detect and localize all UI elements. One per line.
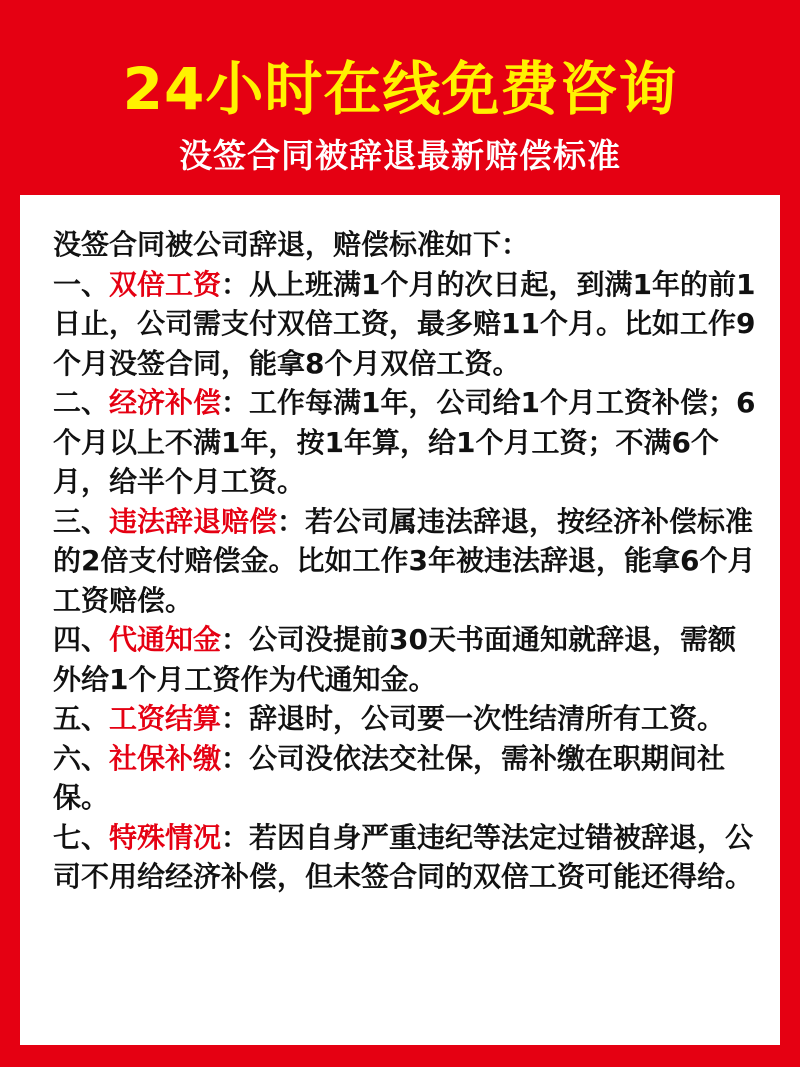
item-text: ：若公司属违法辞退，按经济补偿标准的2倍支付赔偿金。比如工作3年被违法辞退，能拿6个月工资赔偿。 — [53, 504, 756, 617]
content-body — [53, 225, 758, 897]
item-number: 五、 — [53, 702, 110, 735]
item-keyword: 特殊情况 — [109, 820, 222, 854]
item-number: 三、 — [53, 504, 110, 538]
list-item-social-insurance — [53, 739, 758, 818]
item-keyword: 双倍工资 — [109, 267, 222, 301]
item-text: ：公司没提前30天书面通知就辞退，需额外给1个月工资作为代通知金。 — [53, 623, 736, 696]
item-number: 四、 — [53, 623, 110, 656]
intro-text: 没签合同被公司辞退，赔偿标准如下： — [53, 228, 530, 261]
page-title: 24小时在线免费咨询 — [122, 55, 678, 123]
content-card — [20, 195, 780, 1045]
list-item-economic-compensation — [53, 383, 758, 502]
item-number: 一、 — [53, 267, 110, 301]
item-keyword: 社保补缴 — [109, 741, 222, 775]
list-item-double-wage — [53, 265, 758, 384]
item-text: ：工作每满1年，公司给1个月工资补偿；6个月以上不满1年，按1年算，给1个月工资；不满6个月，给半个月工资。 — [53, 386, 756, 498]
item-keyword: 违法辞退赔偿 — [109, 504, 278, 538]
item-text: ：公司没依法交社保，需补缴在职期间社保。 — [53, 741, 726, 814]
list-item-illegal-dismissal — [53, 502, 758, 621]
item-text: ：辞退时，公司要一次性结清所有工资。 — [221, 702, 726, 735]
list-item-notice-pay — [53, 620, 758, 699]
item-number: 七、 — [53, 820, 110, 854]
item-number: 二、 — [53, 386, 110, 419]
item-text: ：从上班满1个月的次日起，到满1年的前1日止，公司需支付双倍工资，最多赔11个月。比如工作9个月没签合同，能拿8个月双倍工资。 — [53, 267, 756, 380]
list-item-special-cases — [53, 818, 758, 897]
item-text: ：若因自身严重违纪等法定过错被辞退，公司不用给经济补偿，但未签合同的双倍工资可能还得给。 — [53, 820, 754, 893]
item-number: 六、 — [53, 741, 110, 775]
list-item-wage-settlement — [53, 699, 758, 739]
item-keyword: 工资结算 — [109, 702, 222, 735]
page-subtitle: 没签合同被辞退最新赔偿标准 — [179, 136, 621, 175]
item-keyword: 代通知金 — [109, 623, 222, 656]
item-keyword: 经济补偿 — [109, 386, 222, 419]
